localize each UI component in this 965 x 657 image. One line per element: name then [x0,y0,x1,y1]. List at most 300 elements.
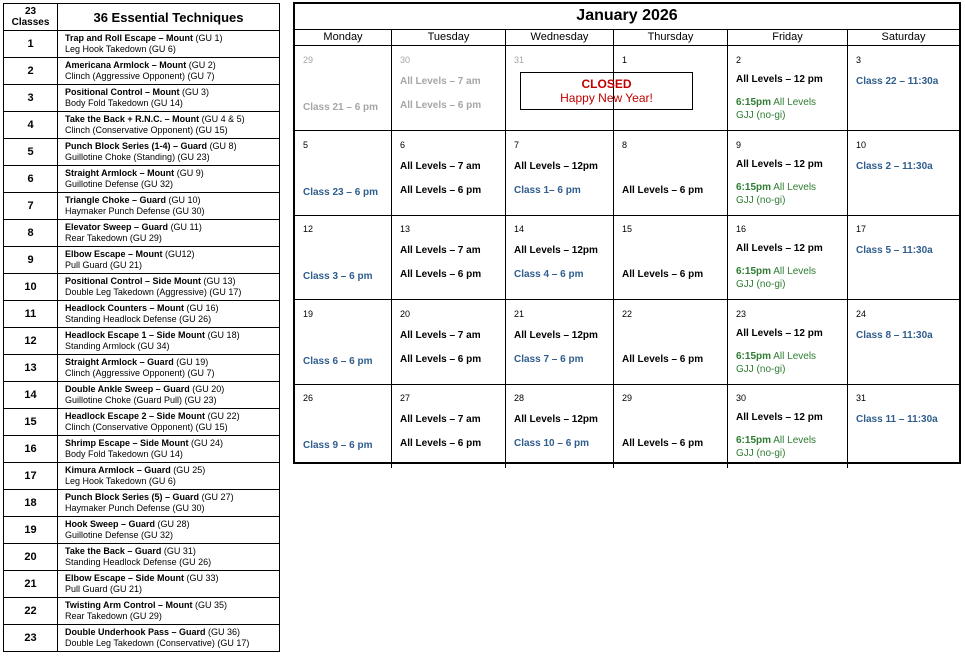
technique-row [4,31,280,58]
technique-primary-name: Elbow Escape – Side Mount [65,573,185,583]
technique-primary-gu: (GU 28) [157,519,190,529]
calendar-day-cell [295,384,392,468]
day-number: 9 [736,139,742,150]
calendar-day-cell [392,384,506,468]
calendar-day-cell [506,131,614,215]
technique-primary-gu: (GU 27) [201,492,234,502]
technique-cell [58,274,280,301]
technique-secondary: Rear Takedown (GU 29) [65,611,162,621]
all-levels-morning: All Levels – 7 am [400,160,481,172]
technique-row [4,490,280,517]
all-levels-morning: All Levels – 7 am [400,329,481,341]
technique-primary-gu: (GU 20) [192,384,225,394]
day-number: 22 [622,308,633,319]
technique-primary-gu: (GU 8) [209,141,237,151]
day-number: 31 [856,393,867,404]
day-header-saturday: Saturday [881,31,926,43]
calendar-day-headers [295,29,959,46]
technique-cell [58,598,280,625]
technique-primary-name: Positional Control – Mount [65,87,180,97]
no-gi-time: 6:15pm [736,97,772,108]
all-levels-noon: All Levels – 12pm [514,414,598,426]
technique-class-number: 20 [4,544,58,571]
calendar-day-cell [728,131,848,215]
technique-class-number: 10 [4,274,58,301]
all-levels-morning: All Levels – 7 am [400,245,481,257]
technique-cell [58,31,280,58]
technique-primary [65,330,279,341]
technique-primary-name: Headlock Counters – Mount [65,303,185,313]
technique-primary [65,276,279,287]
technique-cell [58,409,280,436]
class-session: Class 23 – 6 pm [303,186,379,198]
technique-primary-gu: (GU 4 & 5) [201,114,245,124]
day-number: 31 [514,55,525,65]
technique-secondary: Double Leg Takedown (Conservative) (GU 17) [65,638,250,648]
technique-primary-name: Straight Armlock – Mount [65,168,175,178]
technique-class-number: 2 [4,58,58,85]
technique-row [4,274,280,301]
no-gi-time: 6:15pm [736,350,772,362]
technique-primary-name: Kimura Armlock – Guard [65,465,171,475]
calendar-day-cell [614,384,728,468]
technique-cell [58,490,280,517]
technique-primary-gu: (GU 10) [168,195,201,205]
technique-primary-name: Elevator Sweep – Guard [65,222,169,232]
technique-primary-gu: (GU 31) [163,546,196,556]
technique-primary [65,411,279,422]
calendar-week [295,131,959,216]
day-number: 20 [400,308,411,319]
calendar-day-cell [392,300,506,384]
technique-row [4,193,280,220]
technique-row [4,544,280,571]
all-levels-evening: All Levels – 6 pm [622,269,704,281]
technique-primary [65,222,279,233]
no-gi-session [736,182,816,193]
technique-secondary: Body Fold Takedown (GU 14) [65,98,183,108]
technique-cell [58,58,280,85]
technique-row [4,112,280,139]
technique-row [4,382,280,409]
day-number: 3 [856,55,862,65]
calendar-day-cell [848,215,959,299]
technique-secondary: Clinch (Aggressive Opponent) (GU 7) [65,71,215,81]
all-levels-noon: All Levels – 12 pm [736,158,823,170]
calendar-day-cell [295,215,392,299]
technique-cell [58,355,280,382]
class-session: Class 3 – 6 pm [303,271,373,283]
technique-cell [58,247,280,274]
calendar-day-cell [728,215,848,299]
technique-row [4,409,280,436]
technique-primary-name: Straight Armlock – Guard [65,357,174,367]
class-session: Class 8 – 11:30a [856,329,933,341]
calendar [293,2,961,464]
day-header-thursday: Thursday [614,29,728,45]
technique-primary-gu: (GU 11) [170,222,202,232]
no-gi-label: All Levels [771,350,817,362]
calendar-day-cell [848,300,959,384]
technique-cell [58,517,280,544]
technique-cell [58,571,280,598]
day-number: 15 [622,224,633,235]
technique-primary-gu: (GU 33) [186,573,219,583]
technique-secondary: Standing Headlock Defense (GU 26) [65,314,212,324]
calendar-day-cell [614,215,728,299]
technique-primary [65,87,279,98]
technique-class-number: 9 [4,247,58,274]
technique-primary [65,249,279,260]
technique-primary-gu: (GU 9) [176,168,204,178]
technique-class-number: 1 [4,31,58,58]
calendar-day-cell [506,300,614,384]
technique-primary-gu: (GU 35) [195,600,228,610]
technique-row [4,517,280,544]
all-levels-noon: All Levels – 12pm [514,160,598,172]
calendar-day-cell [614,300,728,384]
technique-row [4,139,280,166]
technique-cell [58,193,280,220]
calendar-week [295,215,959,300]
all-levels-noon: All Levels – 12pm [514,245,598,257]
class-count-label: Classes [11,17,50,28]
technique-primary-name: Headlock Escape 1 – Side Mount [65,330,206,340]
day-number: 12 [303,224,314,235]
no-gi-subtitle: GJJ (no-gi) [736,110,786,121]
technique-primary-gu: (GU12) [165,249,195,259]
calendar-title: January 2026 [295,4,959,30]
technique-primary-name: Headlock Escape 2 – Side Mount [65,411,206,421]
technique-primary [65,600,279,611]
technique-primary-name: Positional Control – Side Mount [65,276,201,286]
no-gi-session [736,351,816,362]
calendar-day-cell [728,46,848,130]
technique-primary-name: Punch Block Series (5) – Guard [65,492,200,502]
calendar-week [295,384,959,468]
technique-row [4,58,280,85]
technique-cell [58,112,280,139]
day-number: 2 [736,55,742,65]
technique-cell [58,463,280,490]
technique-class-number: 7 [4,193,58,220]
technique-cell [58,328,280,355]
technique-primary-gu: (GU 1) [195,33,223,43]
all-levels-evening: All Levels – 6 pm [400,438,482,450]
class-session: Class 22 – 11:30a [856,76,939,87]
technique-primary [65,303,279,314]
calendar-day-cell [295,46,392,130]
day-number: 23 [736,308,747,319]
all-levels-evening: All Levels – 6 pm [622,184,704,196]
technique-class-number: 21 [4,571,58,598]
no-gi-label: All Levels [771,181,817,193]
technique-primary [65,114,279,125]
technique-secondary: Standing Armlock (GU 34) [65,341,170,351]
technique-primary [65,33,279,44]
technique-secondary: Rear Takedown (GU 29) [65,233,162,243]
day-number: 26 [303,393,314,404]
class-session: Class 11 – 11:30a [856,414,938,426]
technique-primary-gu: (GU 2) [188,60,216,70]
day-number: 27 [400,393,411,404]
day-number: 30 [400,55,411,65]
technique-cell [58,625,280,652]
calendar-week [295,300,959,385]
day-number: 5 [303,139,309,150]
technique-row [4,463,280,490]
technique-cell [58,301,280,328]
technique-class-number: 13 [4,355,58,382]
technique-primary [65,465,279,476]
calendar-day-cell [728,300,848,384]
day-header-friday: Friday [728,29,848,45]
technique-primary-name: Trap and Roll Escape – Mount [65,33,194,43]
technique-row [4,166,280,193]
day-number: 29 [622,393,633,404]
calendar-day-cell [392,131,506,215]
techniques-table [3,3,280,652]
all-levels-evening: All Levels – 6 pm [400,353,482,365]
calendar-day-cell [728,384,848,468]
day-number: 14 [514,224,525,235]
day-header-wednesday: Wednesday [506,29,614,45]
technique-primary [65,141,279,152]
technique-class-number: 11 [4,301,58,328]
no-gi-time: 6:15pm [736,266,772,278]
day-number: 19 [303,308,314,319]
technique-primary [65,627,279,638]
technique-primary [65,546,279,557]
all-levels-noon: All Levels – 12 pm [736,74,823,85]
technique-primary-gu: (GU 19) [176,357,209,367]
technique-cell [58,220,280,247]
no-gi-subtitle: GJJ (no-gi) [736,279,786,291]
no-gi-label: All Levels [771,266,817,278]
technique-secondary: Leg Hook Takedown (GU 6) [65,476,176,486]
technique-row [4,85,280,112]
day-number: 16 [736,224,747,235]
no-gi-subtitle: GJJ (no-gi) [736,448,786,460]
technique-primary-name: Take the Back – Guard [65,546,162,556]
technique-primary [65,573,279,584]
technique-class-number: 23 [4,625,58,652]
calendar-day-cell [614,46,728,130]
technique-row [4,436,280,463]
technique-secondary: Double Leg Takedown (Aggressive) (GU 17) [65,287,242,297]
all-levels-evening: All Levels – 6 pm [400,269,482,281]
technique-class-number: 17 [4,463,58,490]
all-levels-morning: All Levels – 7 am [400,76,481,87]
no-gi-subtitle: GJJ (no-gi) [736,194,786,206]
technique-row [4,301,280,328]
technique-primary [65,357,279,368]
technique-secondary: Haymaker Punch Defense (GU 30) [65,206,205,216]
techniques-title: 36 Essential Techniques [58,4,280,31]
technique-class-number: 18 [4,490,58,517]
technique-class-number: 16 [4,436,58,463]
day-number: 28 [514,393,525,404]
technique-primary-gu: (GU 18) [207,330,240,340]
no-gi-label: All Levels [771,435,817,447]
technique-secondary: Pull Guard (GU 21) [65,584,143,594]
all-levels-morning: All Levels – 7 am [400,414,481,426]
technique-class-number: 12 [4,328,58,355]
calendar-day-cell [392,215,506,299]
technique-primary-gu: (GU 22) [207,411,240,421]
technique-primary [65,168,279,179]
techniques-body [4,31,280,652]
no-gi-label: All Levels [771,97,817,108]
technique-class-number: 3 [4,85,58,112]
technique-primary-gu: (GU 3) [182,87,210,97]
class-count-header [4,4,58,31]
day-number: 13 [400,224,411,235]
technique-primary [65,492,279,503]
all-levels-noon: All Levels – 12 pm [736,243,823,255]
day-header-monday: Monday [295,29,392,45]
day-number: 30 [736,393,747,404]
technique-cell [58,85,280,112]
technique-primary [65,438,279,449]
technique-primary-name: Twisting Arm Control – Mount [65,600,193,610]
technique-secondary: Haymaker Punch Defense (GU 30) [65,503,205,513]
day-number: 21 [514,308,525,319]
technique-secondary: Guillotine Defense (GU 32) [65,179,174,189]
technique-primary [65,519,279,530]
technique-secondary: Guillotine Defense (GU 32) [65,530,174,540]
all-levels-noon: All Levels – 12 pm [736,412,823,424]
technique-secondary: Body Fold Takedown (GU 14) [65,449,183,459]
technique-primary [65,384,279,395]
calendar-week [295,46,959,131]
technique-secondary: Clinch (Conservative Opponent) (GU 15) [65,125,228,135]
no-gi-session [736,97,816,108]
technique-class-number: 6 [4,166,58,193]
class-count: 23 [24,6,37,17]
technique-cell [58,382,280,409]
day-header-tuesday: Tuesday [392,29,506,45]
calendar-day-cell [614,131,728,215]
no-gi-session [736,435,816,446]
all-levels-evening: All Levels – 6 pm [400,184,482,196]
technique-primary [65,195,279,206]
day-number: 17 [856,224,867,235]
day-number: 8 [622,139,628,150]
technique-primary-name: Elbow Escape – Mount [65,249,163,259]
technique-primary-name: Americana Armlock – Mount [65,60,187,70]
day-number: 24 [856,308,867,319]
class-session: Class 5 – 11:30a [856,245,933,257]
day-number: 10 [856,139,867,150]
closed-label: CLOSED [581,77,632,91]
technique-primary-gu: (GU 16) [186,303,219,313]
calendar-day-cell [848,46,959,130]
technique-class-number: 5 [4,139,58,166]
technique-secondary: Guillotine Choke (Guard Pull) (GU 23) [65,395,217,405]
class-session: Class 2 – 11:30a [856,160,933,172]
technique-primary-gu: (GU 13) [203,276,236,286]
calendar-day-cell [506,46,653,130]
day-number: 1 [622,55,628,65]
technique-primary [65,60,279,71]
day-number: 7 [514,139,520,150]
calendar-day-cell [848,131,959,215]
all-levels-evening: All Levels – 6 pm [400,100,482,111]
no-gi-time: 6:15pm [736,181,772,193]
technique-class-number: 22 [4,598,58,625]
calendar-day-cell [295,300,392,384]
technique-class-number: 4 [4,112,58,139]
class-session: Class 7 – 6 pm [514,353,584,365]
technique-class-number: 15 [4,409,58,436]
technique-primary-name: Triangle Choke – Guard [65,195,167,205]
class-session: Class 21 – 6 pm [303,102,379,113]
calendar-day-cell [295,131,392,215]
calendar-day-cell [506,384,614,468]
no-gi-session [736,266,816,277]
technique-secondary: Standing Headlock Defense (GU 26) [65,557,212,567]
technique-primary-name: Shrimp Escape – Side Mount [65,438,189,448]
no-gi-time: 6:15pm [736,435,772,447]
calendar-day-cell [392,46,506,130]
technique-cell [58,166,280,193]
technique-secondary: Clinch (Conservative Opponent) (GU 15) [65,422,228,432]
all-levels-evening: All Levels – 6 pm [622,353,704,365]
technique-primary-gu: (GU 24) [191,438,224,448]
calendar-day-cell [848,384,959,468]
technique-secondary: Clinch (Aggressive Opponent) (GU 7) [65,368,215,378]
technique-primary-name: Punch Block Series (1-4) – Guard [65,141,208,151]
class-session: Class 1– 6 pm [514,184,581,196]
technique-primary-name: Double Underhook Pass – Guard [65,627,206,637]
class-session: Class 9 – 6 pm [303,440,373,452]
all-levels-noon: All Levels – 12 pm [736,327,823,339]
class-session: Class 4 – 6 pm [514,269,584,281]
day-number: 29 [303,55,314,65]
day-number: 6 [400,139,406,150]
technique-row [4,571,280,598]
technique-row [4,247,280,274]
technique-secondary: Leg Hook Takedown (GU 6) [65,44,176,54]
technique-secondary: Pull Guard (GU 21) [65,260,143,270]
no-gi-subtitle: GJJ (no-gi) [736,363,786,375]
technique-class-number: 8 [4,220,58,247]
technique-cell [58,139,280,166]
all-levels-evening: All Levels – 6 pm [622,438,704,450]
technique-primary-gu: (GU 36) [208,627,241,637]
technique-row [4,220,280,247]
technique-secondary: Guillotine Choke (Standing) (GU 23) [65,152,210,162]
technique-row [4,625,280,652]
technique-primary-name: Double Ankle Sweep – Guard [65,384,190,394]
technique-primary-gu: (GU 25) [173,465,206,475]
technique-row [4,355,280,382]
holiday-label: Happy New Year! [560,91,653,105]
technique-row [4,328,280,355]
technique-class-number: 19 [4,517,58,544]
all-levels-noon: All Levels – 12pm [514,329,598,341]
technique-primary-name: Hook Sweep – Guard [65,519,156,529]
technique-cell [58,544,280,571]
technique-primary-name: Take the Back + R.N.C. – Mount [65,114,200,124]
technique-cell [58,436,280,463]
calendar-day-cell [506,215,614,299]
technique-class-number: 14 [4,382,58,409]
class-session: Class 10 – 6 pm [514,438,590,450]
class-session: Class 6 – 6 pm [303,355,373,367]
technique-row [4,598,280,625]
